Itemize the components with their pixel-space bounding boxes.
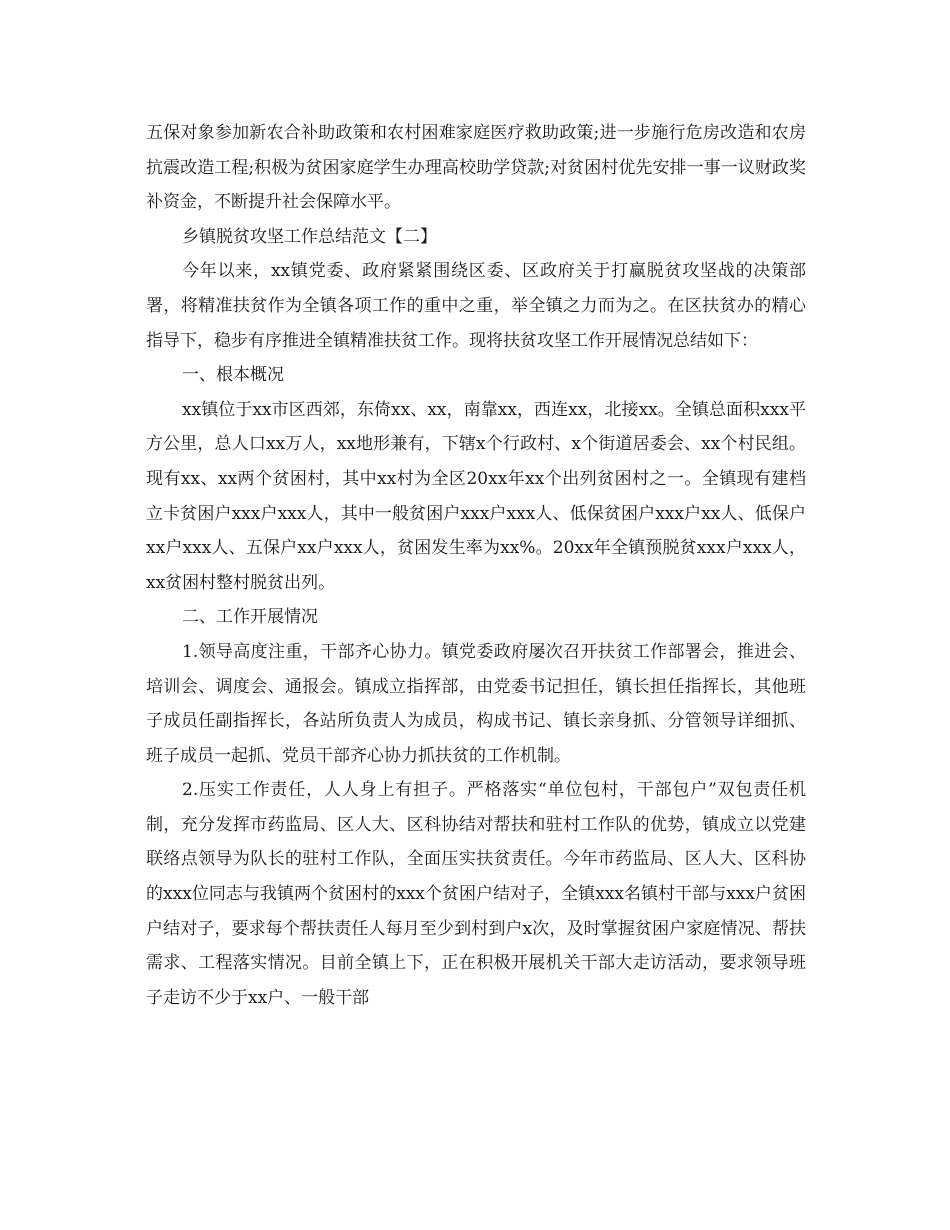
heading-work-progress: 二、工作开展情况 <box>182 607 318 628</box>
paragraph-item-1: 1.领导高度注重，干部齐心协力。镇党委政府屡次召开扶贫工作部署会，推进会、培训会、调度会、通报会。镇成立指挥部，由党委书记担任，镇长担任指挥长，其他班子成员任副指挥长，各站所负责人为成员，构成书记、镇长亲身抓、分管领导详细抓、班子成员一起抓、党员干部齐心协力抓扶贫的工作机制。 <box>146 641 806 766</box>
document-body <box>146 116 806 1015</box>
paragraph-overview: xx镇位于xx市区西郊，东倚xx、xx，南靠xx，西连xx，北接xx。全镇总面积xxx平方公里，总人口xx万人，xx地形兼有，下辖x个行政村、x个街道居委会、xx个村民组。现有xx、xx两个贫困村，其中xx村为全区20xx年xx个出列贫困村之一。全镇现有建档立卡贫困户xxx户xxx人，其中一般贫困户xxx户xxx人、低保贫困户xxx户xx人、低保户xx户xxx人、五保户xx户xxx人，贫困发生率为xx%。20xx年全镇预脱贫xxx户xxx人，xx贫困村整村脱贫出列。 <box>146 399 806 593</box>
section-title: 乡镇脱贫攻坚工作总结范文【二】 <box>182 226 437 247</box>
paragraph-continuation: 五保对象参加新农合补助政策和农村困难家庭医疗救助政策;进一步施行危房改造和农房抗震改造工程;积极为贫困家庭学生办理高校助学贷款;对贫困村优先安排一事一议财政奖补资金，不断提升社会保障水平。 <box>146 123 806 213</box>
paragraph-item-2: 2.压实工作责任，人人身上有担子。严格落实“单位包村，干部包户”双包责任机制，充分发挥市药监局、区人大、区科协结对帮扶和驻村工作队的优势，镇成立以党建联络点领导为队长的驻村工作队，全面压实扶贫责任。今年市药监局、区人大、区科协的xxx位同志与我镇两个贫困村的xxx个贫困户结对子，全镇xxx名镇村干部与xxx户贫困户结对子，要求每个帮扶责任人每月至少到村到户x次，及时掌握贫困户家庭情况、帮扶需求、工程落实情况。目前全镇上下，正在积极开展机关干部大走访活动，要求领导班子走访不少于xx户、一般干部 <box>146 780 806 1008</box>
heading-overview: 一、根本概况 <box>182 365 284 386</box>
paragraph-intro: 今年以来，xx镇党委、政府紧紧围绕区委、区政府关于打赢脱贫攻坚战的决策部署，将精准扶贫作为全镇各项工作的重中之重，举全镇之力而为之。在区扶贫办的精心指导下，稳步有序推进全镇精准扶贫工作。现将扶贫攻坚工作开展情况总结如下： <box>146 261 806 351</box>
